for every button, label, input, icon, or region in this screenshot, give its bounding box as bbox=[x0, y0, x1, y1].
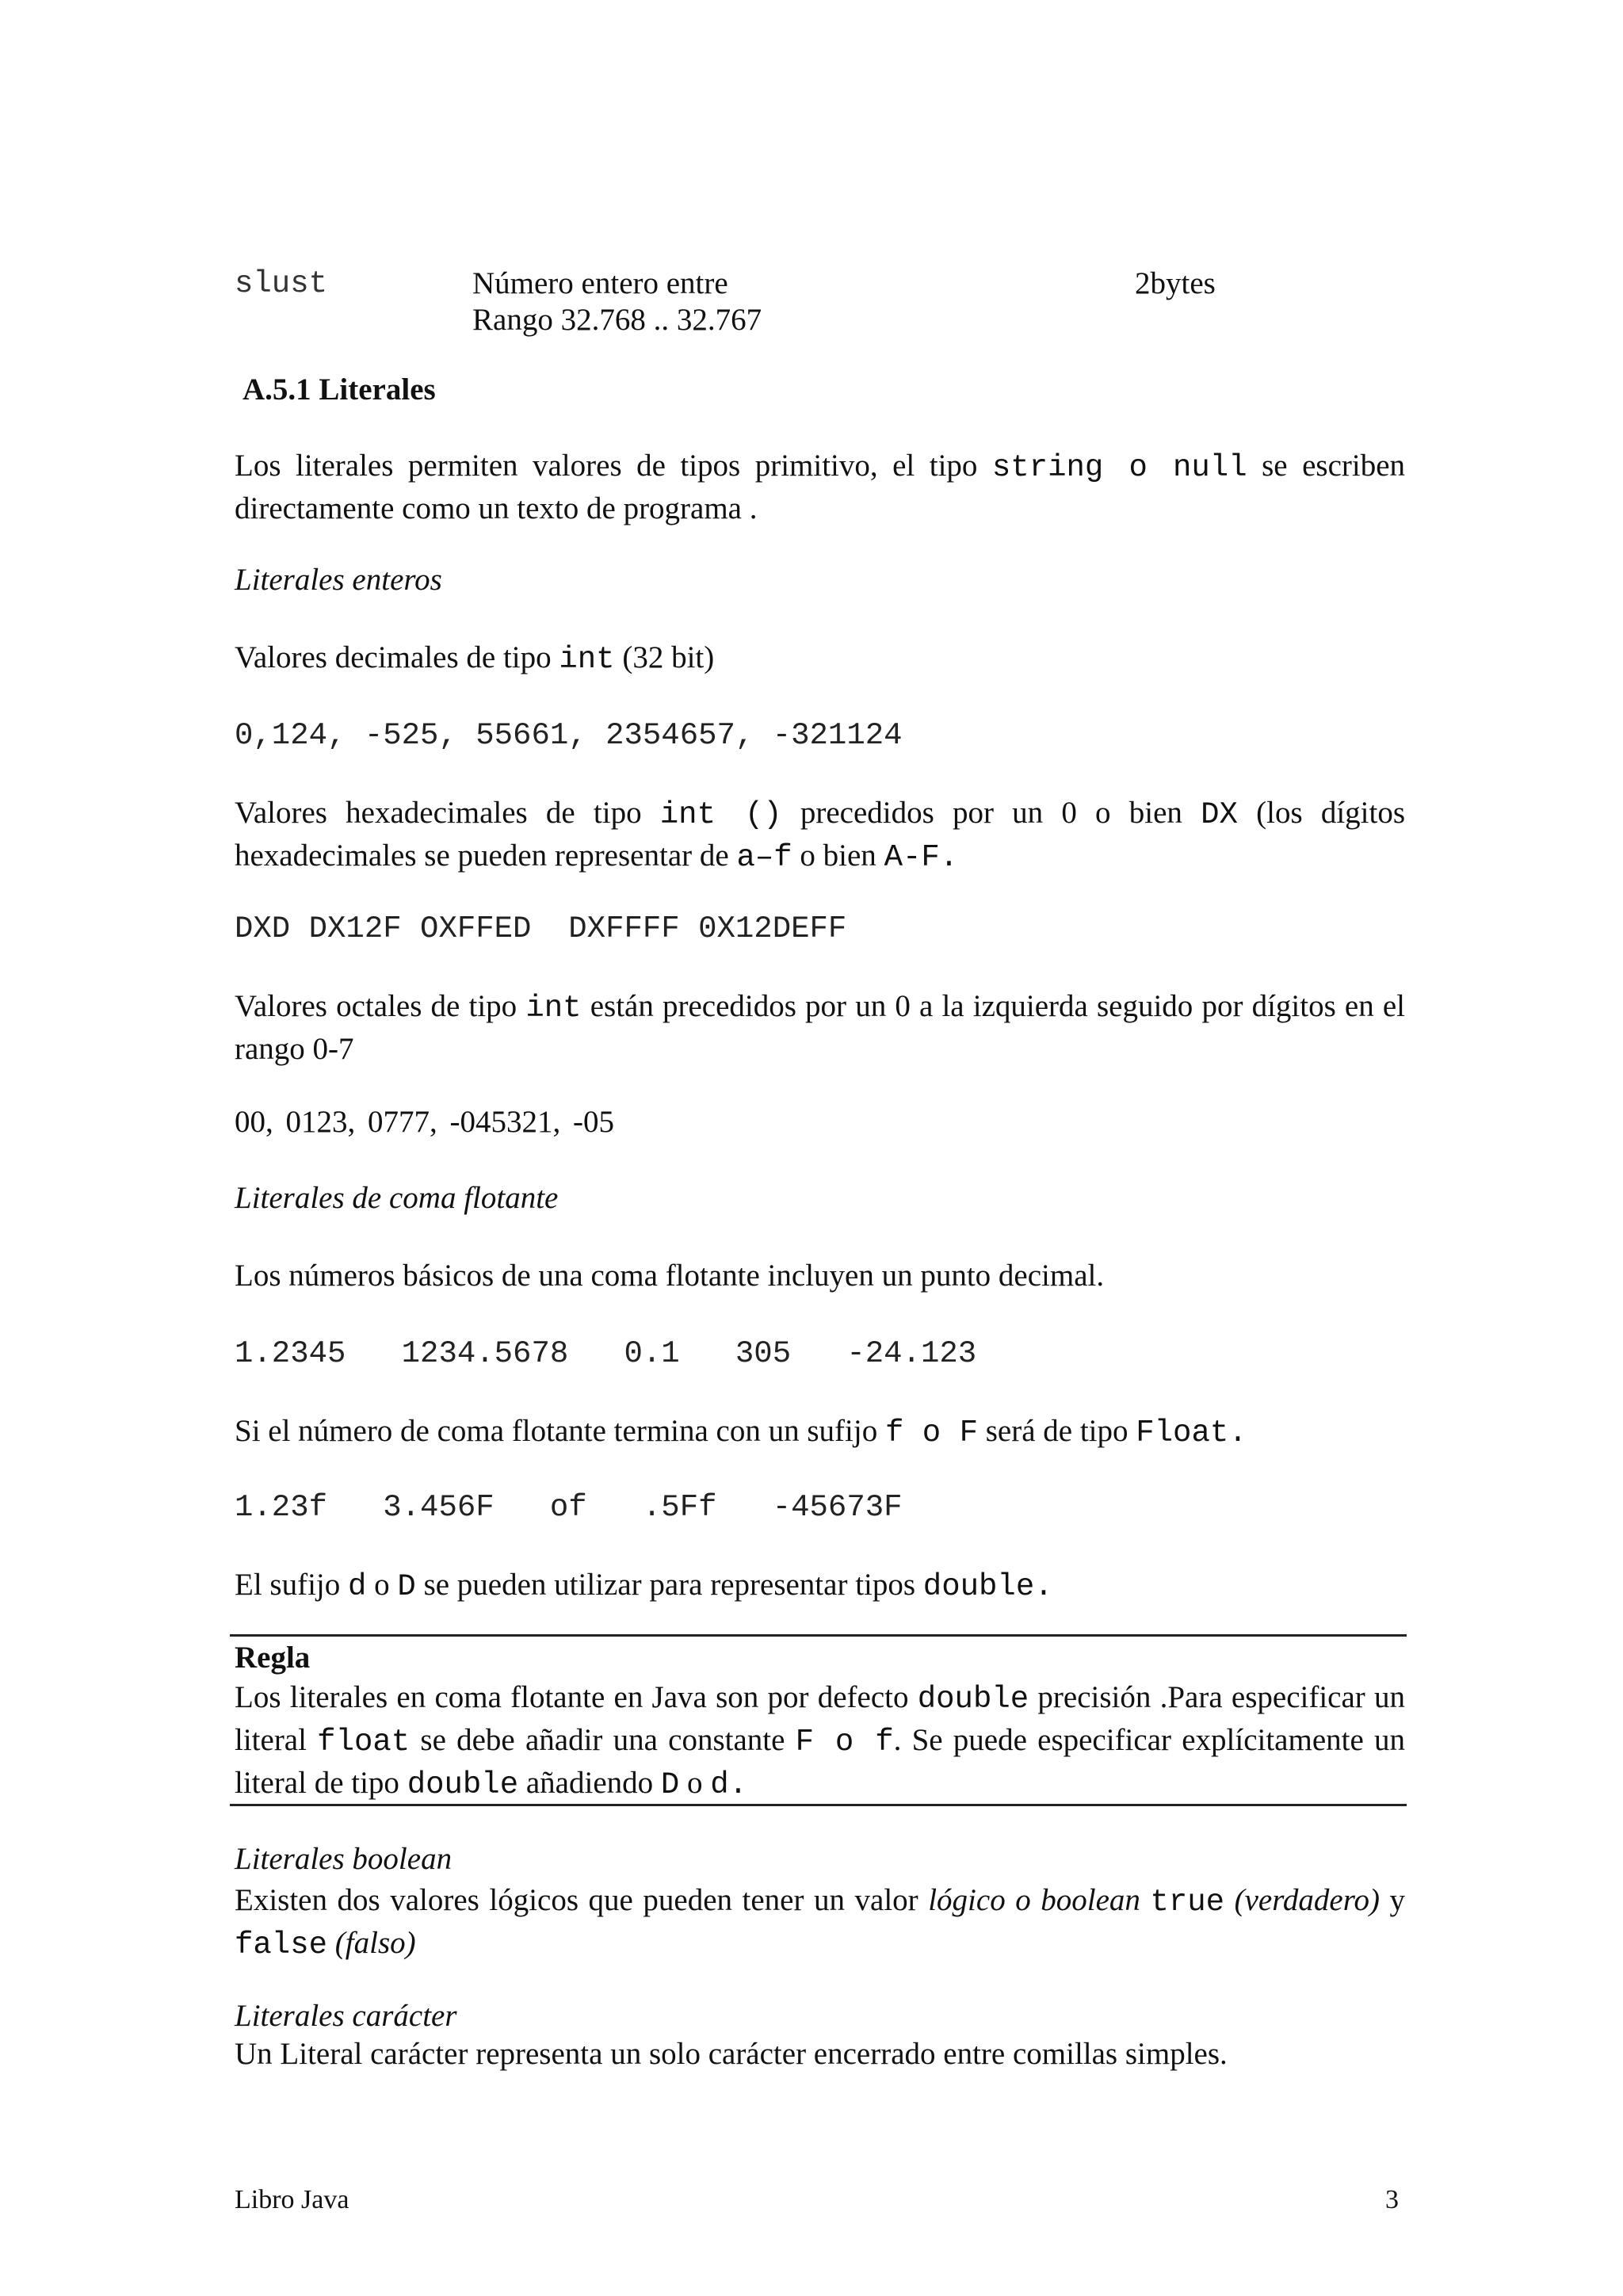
int-literals-heading: Literales enteros bbox=[235, 563, 442, 597]
bool-italic-1: lógico o boolean bbox=[928, 1883, 1140, 1917]
hex-text-1: Valores hexadecimales de tipo bbox=[235, 796, 642, 830]
rule-text-5: añadiendo bbox=[525, 1766, 654, 1800]
type-range: Rango 32.768 .. 32.767 bbox=[472, 303, 762, 337]
suffix-text-2: será de tipo bbox=[985, 1414, 1128, 1448]
hex-example: DXD DX12F OXFFED DXFFFF 0X12DEFF bbox=[235, 911, 847, 946]
double-suffix-description bbox=[235, 1564, 1053, 1607]
rule-top-divider bbox=[230, 1634, 1407, 1637]
rule-code-3: F o f bbox=[795, 1725, 894, 1759]
hex-code-2: DX bbox=[1201, 797, 1238, 832]
rule-code-2: float bbox=[317, 1725, 411, 1759]
hex-code-3: a–f bbox=[736, 840, 792, 875]
float-literals-heading: Literales de coma flotante bbox=[235, 1181, 559, 1215]
double-code-3: double. bbox=[922, 1569, 1053, 1604]
rule-code-5: D bbox=[660, 1767, 680, 1802]
rule-body bbox=[235, 1677, 1405, 1805]
bool-literals-heading: Literales boolean bbox=[235, 1842, 453, 1876]
bool-italic-3: (falso) bbox=[334, 1926, 416, 1960]
decimal-code: int bbox=[559, 642, 615, 677]
decimal-description bbox=[235, 637, 714, 680]
octal-code: int bbox=[525, 991, 582, 1026]
rule-text-2: precisión .Para especificar un literal bbox=[235, 1680, 1406, 1757]
octal-text-1: Valores octales de tipo bbox=[235, 989, 517, 1023]
rule-text-6: o bbox=[687, 1766, 703, 1800]
double-code-2: D bbox=[397, 1569, 416, 1604]
rule-code-1: double bbox=[917, 1682, 1029, 1717]
hex-text-4: o bien bbox=[800, 839, 876, 873]
decimal-example: 0,124, -525, 55661, 2354657, -321124 bbox=[235, 718, 903, 753]
float-suffix-example: 1.23f 3.456F of .5Ff -45673F bbox=[235, 1490, 903, 1525]
octal-example: 00, 0123, 0777, -045321, -05 bbox=[235, 1105, 614, 1139]
bool-description bbox=[235, 1880, 1405, 1966]
float-basic-example: 1.2345 1234.5678 0.1 305 -24.123 bbox=[235, 1336, 977, 1371]
rule-code-4: double bbox=[407, 1767, 519, 1802]
bool-code-true: true bbox=[1150, 1885, 1225, 1920]
double-text-3: se pueden utilizar para representar tipos bbox=[423, 1568, 916, 1602]
float-suffix-description bbox=[235, 1411, 1247, 1454]
bool-italic-2: (verdadero) bbox=[1234, 1883, 1380, 1917]
float-basic-description: Los números básicos de una coma flotante incluyen un punto decimal. bbox=[235, 1259, 1105, 1293]
hex-description bbox=[235, 793, 1405, 878]
intro-text-2: se escriben directamente como un texto de programa . bbox=[235, 449, 1406, 525]
rule-text-3: se debe añadir una constante bbox=[420, 1723, 785, 1757]
intro-text-1: Los literales permiten valores de tipos primitivo, el tipo bbox=[235, 449, 978, 483]
decimal-text-2: (32 bit) bbox=[622, 640, 715, 674]
hex-code-4: A-F. bbox=[884, 840, 959, 875]
footer-page-number: 3 bbox=[1385, 2185, 1399, 2214]
char-literals-heading: Literales carácter bbox=[235, 1999, 457, 2033]
rule-bottom-divider bbox=[230, 1804, 1407, 1806]
suffix-code-2: Float. bbox=[1136, 1415, 1247, 1450]
rule-text-1: Los literales en coma flotante en Java son por defecto bbox=[235, 1680, 909, 1714]
double-text-2: o bbox=[374, 1568, 390, 1602]
octal-text-2: están precedidos por un 0 a la izquierda seguido por dígitos en el rango 0-7 bbox=[235, 989, 1406, 1066]
double-text-1: El sufijo bbox=[235, 1568, 341, 1602]
rule-title: Regla bbox=[235, 1641, 311, 1675]
intro-code-1: string o null bbox=[991, 450, 1247, 485]
bool-code-false: false bbox=[235, 1927, 328, 1962]
decimal-text-1: Valores decimales de tipo bbox=[235, 640, 552, 674]
type-description: Número entero entre bbox=[472, 266, 728, 300]
intro-paragraph bbox=[235, 445, 1405, 529]
type-name: slust bbox=[235, 266, 328, 301]
rule-text-4: . Se puede especificar explícitamente un literal de tipo bbox=[235, 1723, 1405, 1800]
bool-text-2: y bbox=[1389, 1883, 1405, 1917]
hex-text-3: (los dígitos hexadecimales se pueden representar de bbox=[235, 796, 1406, 873]
suffix-code-1: f o F bbox=[884, 1415, 978, 1450]
rule-code-6: d. bbox=[710, 1767, 748, 1802]
octal-description bbox=[235, 986, 1405, 1070]
suffix-text-1: Si el número de coma flotante termina con un sufijo bbox=[235, 1414, 878, 1448]
hex-code-1: int () bbox=[659, 797, 782, 832]
type-size: 2bytes bbox=[1135, 266, 1216, 300]
bool-text-1: Existen dos valores lógicos que pueden tener un valor bbox=[235, 1883, 918, 1917]
char-description: Un Literal carácter representa un solo carácter encerrado entre comillas simples. bbox=[235, 2037, 1228, 2071]
section-heading: A.5.1 Literales bbox=[242, 372, 436, 407]
footer-book-title: Libro Java bbox=[235, 2185, 349, 2214]
double-code-1: d bbox=[348, 1569, 367, 1604]
hex-text-2: precedidos por un 0 o bien bbox=[800, 796, 1182, 830]
